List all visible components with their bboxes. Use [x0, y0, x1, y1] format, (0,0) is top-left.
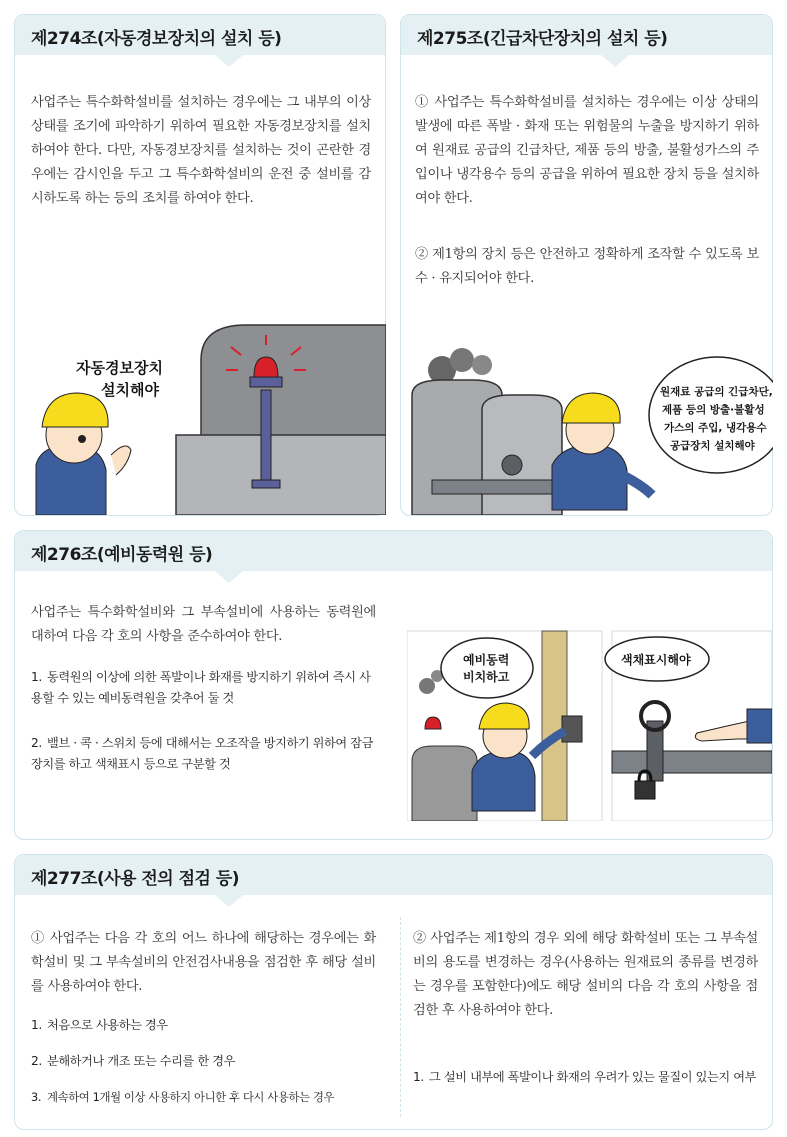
article-275-bubble-line3: 가스의 주입, 냉각용수: [664, 422, 767, 434]
item-number: 1.: [31, 1018, 42, 1032]
article-277-item-2: [31, 1051, 391, 1072]
article-275-title: 제275조(긴급차단장치의 설치 등): [417, 29, 668, 49]
article-274-header: [15, 15, 385, 55]
item-text: 계속하여 1개월 이상 사용하지 아니한 후 다시 사용하는 경우: [47, 1090, 335, 1104]
article-275-bubble-line1: 원재료 공급의 긴급차단,: [660, 386, 773, 398]
article-276-bubble-b: 색채표시해야: [621, 653, 691, 667]
article-276-bubble-a-line2: 비치하고: [463, 670, 510, 684]
article-277-card: [14, 854, 773, 1130]
article-277-item-1: [31, 1015, 391, 1036]
item-number: 2.: [31, 736, 42, 750]
article-276-header: [15, 531, 772, 571]
article-274-bubble-line2: 설치해야: [101, 381, 159, 399]
column-divider: [400, 917, 401, 1117]
article-277-title: 제277조(사용 전의 점검 등): [31, 869, 240, 889]
worker-figure: [36, 393, 131, 515]
item-number: 2.: [31, 1054, 42, 1068]
article-274-title: 제274조(자동경보장치의 설치 등): [31, 29, 282, 49]
article-277-para1: ① 사업주는 다음 각 호의 어느 하나에 해당하는 경우에는 화학설비 및 그 부속설비의 안전검사내용을 점검한 후 해당 설비를 사용하여야 한다.: [31, 931, 376, 994]
article-274-card: [14, 14, 386, 516]
article-275-card: [400, 14, 773, 516]
smoke-icon: [428, 348, 492, 384]
item-text: 밸브 · 콕 · 스위치 등에 대해서는 오조작을 방지하기 위하여 잠금장치를 하고 색채표시 등으로 구분할 것: [31, 736, 374, 771]
article-276-bubble-a-line1: 예비동력: [463, 653, 510, 667]
article-276-item-1: [31, 667, 381, 709]
article-276-card: [14, 530, 773, 840]
article-275-para2: ② 제1항의 장치 등은 안전하고 정확하게 조작할 수 있도록 보수 · 유지되어야 한다.: [415, 247, 759, 286]
article-274-body: 사업주는 특수화학설비를 설치하는 경우에는 그 내부의 이상 상태를 조기에 파악하기 위하여 필요한 자동경보장치를 설치하여야 한다. 다만, 자동경보장치를 설치하는 것이 곤란한 경우에는 감시인을 두고 그 특수화학설비의 운전 중 설비를 감시하도록 하는 등의 조치를 하여야 한다.: [31, 95, 371, 206]
article-277-item2-1: [413, 1067, 758, 1088]
article-276-illustration: [407, 621, 772, 821]
item-text: 처음으로 사용하는 경우: [47, 1018, 168, 1032]
worker-figure: [552, 393, 652, 510]
item-number: 3.: [31, 1090, 42, 1104]
item-number: 1.: [31, 670, 42, 684]
item-text: 그 설비 내부에 폭발이나 화재의 우려가 있는 물질이 있는지 여부: [429, 1070, 756, 1084]
article-274-illustration: [16, 315, 386, 515]
article-276-item-2: [31, 733, 381, 775]
article-275-header: [401, 15, 772, 55]
article-277-item-3: [31, 1087, 391, 1108]
item-text: 동력원의 이상에 의한 폭발이나 화재를 방지하기 위하여 즉시 사용할 수 있는 예비동력원을 갖추어 둘 것: [31, 670, 371, 705]
item-text: 분해하거나 개조 또는 수리를 한 경우: [47, 1054, 235, 1068]
article-277-header: [15, 855, 772, 895]
item-number: 1.: [413, 1070, 424, 1084]
article-277-para2: ② 사업주는 제1항의 경우 외에 해당 화학설비 또는 그 부속설비의 용도를 변경하는 경우(사용하는 원재료의 종류를 변경하는 경우를 포함한다)에도 해당 설비의 다음 각 호의 사항을 점검한 후 사용하여야 한다.: [413, 931, 758, 1018]
article-275-illustration: [402, 335, 773, 515]
article-275-bubble-line2: 제품 등의 방출·불활성: [662, 404, 765, 416]
article-276-title: 제276조(예비동력원 등): [31, 545, 213, 565]
article-274-bubble-line1: 자동경보장치: [76, 359, 163, 377]
article-275-bubble-line4: 공급장치 설치해야: [670, 440, 755, 452]
article-275-para1: ① 사업주는 특수화학설비를 설치하는 경우에는 이상 상태의 발생에 따른 폭발 · 화재 또는 위험물의 누출을 방지하기 위하여 원재료 공급의 긴급차단, 제품 등의 방출, 불활성가스의 주입이나 냉각용수 등의 공급을 위하여 필요한 장치 등을 설치하여야 한다.: [415, 95, 759, 206]
article-276-body: 사업주는 특수화학설비와 그 부속설비에 사용하는 동력원에 대하여 다음 각 호의 사항을 준수하여야 한다.: [31, 605, 376, 644]
